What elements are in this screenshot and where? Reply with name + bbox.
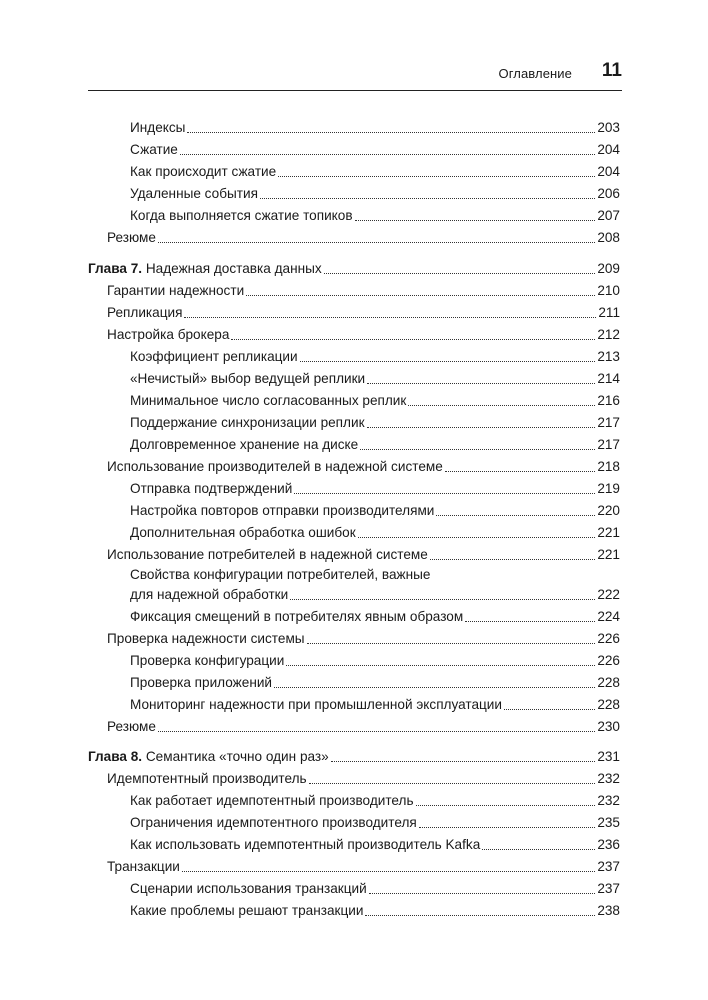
toc-entry-title: Проверка надежности системы [107, 631, 305, 646]
toc-entry-title: Фиксация смещений в потребителях явным образом [130, 609, 464, 624]
toc-entry-page: 204 [597, 164, 620, 179]
dot-leader [307, 643, 596, 644]
dot-leader [482, 849, 595, 850]
toc-entry-page: 221 [597, 547, 620, 562]
toc-entry-page: 217 [597, 415, 620, 430]
toc-entry-title: Когда выполняется сжатие топиков [130, 208, 353, 223]
dot-leader [187, 132, 595, 133]
toc-entry-page: 210 [597, 283, 620, 298]
toc-entry-title: Отправка подтверждений [130, 481, 293, 496]
dot-leader [360, 449, 595, 450]
dot-leader [367, 427, 596, 428]
dot-leader [408, 405, 595, 406]
page-number: 11 [601, 60, 622, 81]
toc-entry-title: Проверка конфигурации [130, 653, 285, 668]
chapter-label: Глава 7. [88, 261, 143, 276]
toc-entry-page: 212 [597, 327, 620, 342]
dot-leader [416, 805, 596, 806]
toc-entry[interactable] [130, 414, 620, 432]
dot-leader [158, 731, 595, 732]
toc-entry-title: Поддержание синхронизации реплик [130, 415, 365, 430]
toc-chapter-entry[interactable] [88, 748, 620, 766]
dot-leader [274, 687, 595, 688]
toc-entry-title: Долговременное хранение на диске [130, 437, 359, 452]
toc-entry[interactable] [107, 630, 620, 648]
toc-entry-title: Проверка приложений [130, 675, 273, 690]
toc-entry-title: Как использовать идемпотентный производитель Kafka [130, 837, 481, 852]
toc-chapter-entry[interactable] [88, 260, 620, 278]
toc-entry-page: 219 [597, 481, 620, 496]
toc-entry-page: 213 [597, 349, 620, 364]
dot-leader [286, 665, 595, 666]
toc-entry-title: Как происходит сжатие [130, 164, 277, 179]
toc-entry-page: 214 [597, 371, 620, 386]
dot-leader [184, 317, 596, 318]
toc-entry-page: 206 [597, 186, 620, 201]
toc-entry-page: 221 [597, 525, 620, 540]
toc-entry-page: 235 [597, 815, 620, 830]
toc-entry[interactable] [130, 608, 620, 626]
toc-entry-page: 209 [597, 261, 620, 276]
toc-entry-page: 203 [597, 120, 620, 135]
dot-leader [300, 361, 596, 362]
toc-entry[interactable] [130, 836, 620, 854]
toc-entry-title: Минимальное число согласованных реплик [130, 393, 407, 408]
toc-entry-page: 217 [597, 437, 620, 452]
dot-leader [367, 383, 595, 384]
toc-entry[interactable] [130, 119, 620, 137]
dot-leader [369, 893, 596, 894]
toc-entry-title: Гарантии надежности [107, 283, 245, 298]
toc-entry-page: 208 [597, 230, 620, 245]
toc-entry[interactable] [130, 524, 620, 542]
toc-entry[interactable] [130, 674, 620, 692]
toc-entry[interactable] [107, 718, 620, 736]
toc-entry-page: 236 [597, 837, 620, 852]
toc-entry-page: 211 [598, 305, 620, 320]
toc-entry[interactable] [107, 858, 620, 876]
chapter-title: Семантика «точно один раз» [142, 749, 329, 764]
toc-entry-title: Ограничения идемпотентного производителя [130, 815, 417, 830]
toc-entry-title-line1[interactable]: Свойства конфигурации потребителей, важные [130, 567, 431, 582]
toc-entry[interactable] [130, 436, 620, 454]
dot-leader [365, 915, 595, 916]
toc-entry-title: Сжатие [130, 142, 178, 157]
dot-leader [436, 515, 595, 516]
toc-entry[interactable] [130, 163, 620, 181]
dot-leader [358, 537, 596, 538]
toc-entry[interactable] [130, 392, 620, 410]
toc-entry-title: для надежной обработки [130, 587, 289, 602]
toc-entry-title: Идемпотентный производитель [107, 771, 307, 786]
toc-entry-page: 230 [597, 719, 620, 734]
toc-entry-page: 237 [597, 859, 620, 874]
toc-entry-page: 204 [597, 142, 620, 157]
chapter-label: Глава 8. [88, 749, 143, 764]
dot-leader [290, 599, 595, 600]
toc-entry-page: 226 [597, 653, 620, 668]
dot-leader [355, 220, 596, 221]
toc-entry[interactable] [130, 370, 620, 388]
dot-leader [331, 761, 596, 762]
running-header-title: Оглавление [498, 66, 572, 81]
toc-entry[interactable] [130, 348, 620, 366]
toc-entry-title: Транзакции [107, 859, 180, 874]
toc-entry[interactable] [107, 282, 620, 300]
toc-entry-title: Резюме [107, 230, 156, 245]
toc-entry-page: 232 [597, 793, 620, 808]
dot-leader [158, 242, 595, 243]
toc-entry[interactable] [130, 902, 620, 920]
toc-entry-title: Дополнительная обработка ошибок [130, 525, 356, 540]
dot-leader [231, 339, 595, 340]
dot-leader [504, 709, 595, 710]
toc-entry[interactable] [130, 586, 620, 604]
toc-entry-title: «Нечистый» выбор ведущей реплики [130, 371, 366, 386]
toc-entry[interactable] [107, 326, 620, 344]
toc-entry-page: 222 [597, 587, 620, 602]
toc-entry-title: Сценарии использования транзакций [130, 881, 367, 896]
chapter-title: Надежная доставка данных [142, 261, 322, 276]
toc-entry-title: Мониторинг надежности при промышленной эксплуатации [130, 697, 502, 712]
toc-entry[interactable] [107, 229, 620, 247]
toc-entry[interactable] [107, 770, 620, 788]
toc-entry-page: 228 [597, 675, 620, 690]
toc-entry-title: Репликация [107, 305, 183, 320]
toc-entry[interactable] [107, 304, 620, 322]
toc-entry-page: 220 [597, 503, 620, 518]
toc-entry[interactable] [130, 792, 620, 810]
dot-leader [260, 198, 595, 199]
toc-entry[interactable] [130, 814, 620, 832]
toc-entry-page: 231 [597, 749, 620, 764]
toc-entry-title [88, 748, 329, 766]
toc-entry-page: 207 [597, 208, 620, 223]
toc-entry[interactable] [107, 546, 620, 564]
dot-leader [246, 295, 595, 296]
toc-entry[interactable] [130, 502, 620, 520]
toc-entry-title: Коэффициент репликации [130, 349, 298, 364]
toc-entry-title: Настройка брокера [107, 327, 230, 342]
dot-leader [430, 559, 595, 560]
toc-entry[interactable] [130, 141, 620, 159]
toc-entry-title: Настройка повторов отправки производителями [130, 503, 435, 518]
toc-entry[interactable] [130, 652, 620, 670]
dot-leader [419, 827, 596, 828]
toc-entry-title: Использование потребителей в надежной системе [107, 547, 428, 562]
dot-leader [309, 783, 596, 784]
toc-entry-title: Как работает идемпотентный производитель [130, 793, 414, 808]
toc-entry[interactable] [107, 458, 620, 476]
toc-entry[interactable] [130, 696, 620, 714]
toc-entry[interactable] [130, 480, 620, 498]
dot-leader [180, 154, 595, 155]
toc-entry-page: 226 [597, 631, 620, 646]
dot-leader [278, 176, 595, 177]
toc-entry-page: 216 [597, 393, 620, 408]
toc-entry[interactable] [130, 185, 620, 203]
dot-leader [324, 273, 596, 274]
toc-entry-page: 228 [597, 697, 620, 712]
toc-entry-page: 238 [597, 903, 620, 918]
toc-entry-page: 232 [597, 771, 620, 786]
toc-entry[interactable] [130, 207, 620, 225]
toc-entry-title: Резюме [107, 719, 156, 734]
dot-leader [445, 471, 596, 472]
toc-entry-title: Какие проблемы решают транзакции [130, 903, 364, 918]
dot-leader [182, 871, 595, 872]
dot-leader [294, 493, 595, 494]
toc-entry-title: Удаленные события [130, 186, 258, 201]
toc-entry-page: 224 [597, 609, 620, 624]
toc-entry[interactable] [130, 880, 620, 898]
toc-entry-title: Использование производителей в надежной системе [107, 459, 443, 474]
toc-entry-page: 218 [597, 459, 620, 474]
toc-entry-title: Индексы [130, 120, 186, 135]
dot-leader [465, 621, 595, 622]
toc-entry-page: 237 [597, 881, 620, 896]
toc-entry-title [88, 260, 322, 278]
